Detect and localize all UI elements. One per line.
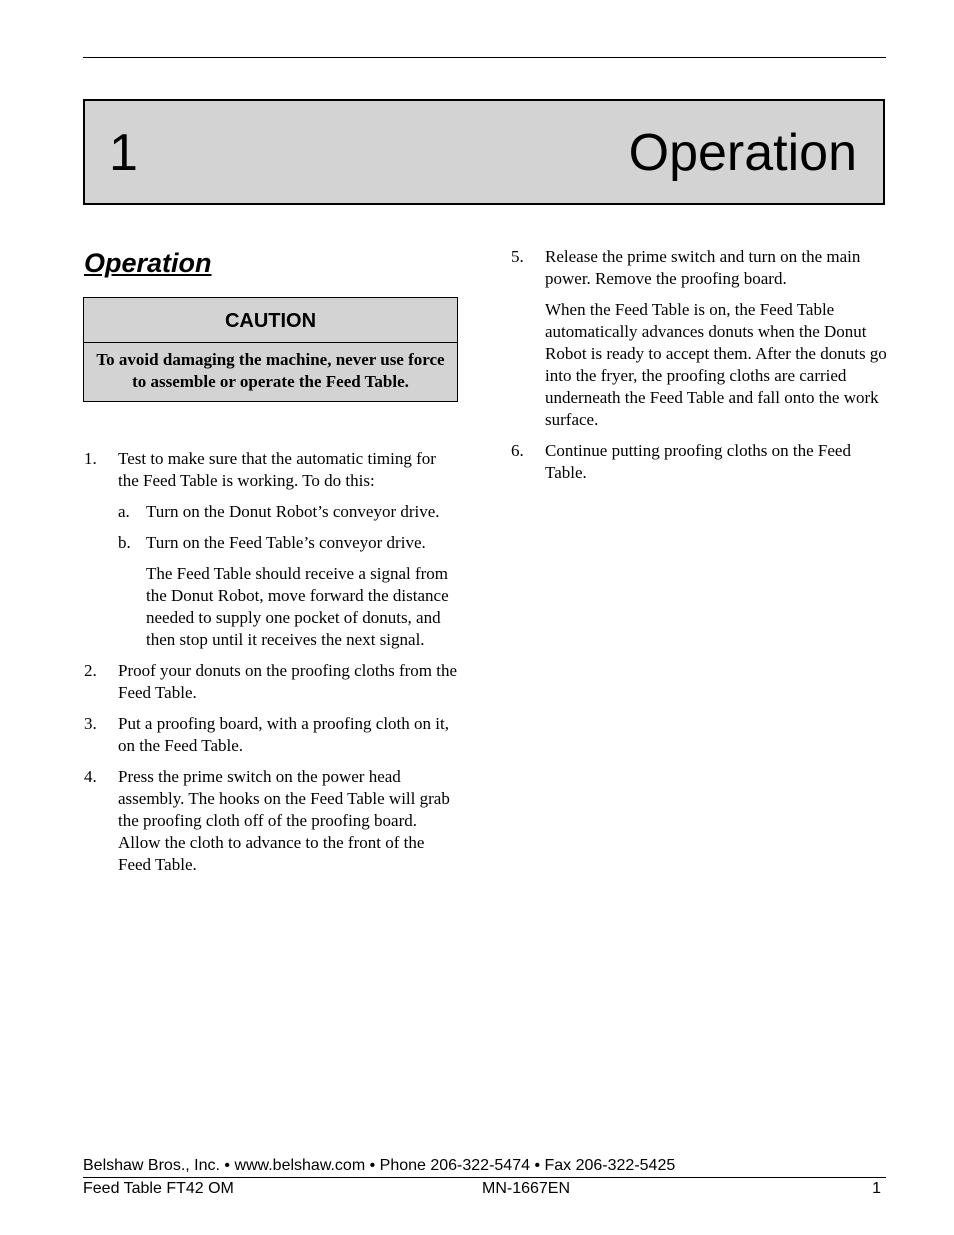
substep-letter: b. — [118, 533, 131, 552]
substep-letter: a. — [118, 502, 130, 521]
left-column — [84, 448, 458, 885]
footer-doc-info — [83, 1178, 886, 1200]
step-text: Release the prime switch and turn on the main power. Remove the proofing board. — [545, 247, 861, 288]
step-number: 1. — [84, 449, 97, 468]
footer-document-title: Feed Table FT42 OM — [83, 1180, 234, 1197]
footer-document-number: MN-1667EN — [482, 1180, 571, 1197]
step-number: 4. — [84, 767, 97, 786]
step-number: 2. — [84, 661, 97, 680]
substep-a — [118, 501, 458, 523]
chapter-banner — [83, 99, 885, 205]
step-text: Press the prime switch on the power head assembly. The hooks on the Feed Table will grab the proofing cloth off of the proofing board. Allow the cloth to advance to the front of the Feed Table. — [118, 767, 450, 874]
footer-page-number: 1 — [872, 1180, 881, 1197]
step-2 — [84, 660, 458, 704]
section-heading: Operation — [84, 248, 212, 278]
substep-note: The Feed Table should receive a signal from the Donut Robot, move forward the distance needed to supply one pocket of donuts, and then stop until it receives the next signal. — [146, 564, 449, 649]
substep-text: Turn on the Donut Robot’s conveyor drive. — [146, 502, 440, 521]
step-note: When the Feed Table is on, the Feed Table automatically advances donuts when the Donut Robot is ready to accept them. After the donuts go into the fryer, the proofing cloths are carried underneath the Feed Table and fall onto the work surface. — [545, 300, 887, 429]
page-footer — [83, 1155, 886, 1200]
step-3 — [84, 713, 458, 757]
caution-box — [83, 297, 458, 402]
step-text: Test to make sure that the automatic timing for the Feed Table is working. To do this: — [118, 449, 436, 490]
step-6 — [511, 440, 887, 484]
footer-contact: Belshaw Bros., Inc. • www.belshaw.com • Phone 206-322-5474 • Fax 206-322-5425 — [83, 1155, 886, 1178]
step-text: Continue putting proofing cloths on the Feed Table. — [545, 441, 851, 482]
step-text: Proof your donuts on the proofing cloths from the Feed Table. — [118, 661, 458, 702]
step-4 — [84, 766, 458, 876]
step-1 — [84, 448, 458, 651]
step-number: 3. — [84, 714, 97, 733]
right-column — [511, 246, 887, 493]
caution-text: To avoid damaging the machine, never use force to assemble or operate the Feed Table. — [96, 350, 445, 391]
step-text: Put a proofing board, with a proofing cloth on it, on the Feed Table. — [118, 714, 449, 755]
substep-b — [118, 532, 458, 651]
header-rule — [83, 57, 886, 58]
substep-text: Turn on the Feed Table’s conveyor drive. — [146, 533, 426, 552]
step-number: 6. — [511, 441, 524, 460]
chapter-title: Operation — [628, 124, 857, 182]
step-5 — [511, 246, 887, 431]
chapter-number: 1 — [109, 124, 138, 182]
caution-heading: CAUTION — [84, 298, 457, 343]
step-number: 5. — [511, 247, 524, 266]
